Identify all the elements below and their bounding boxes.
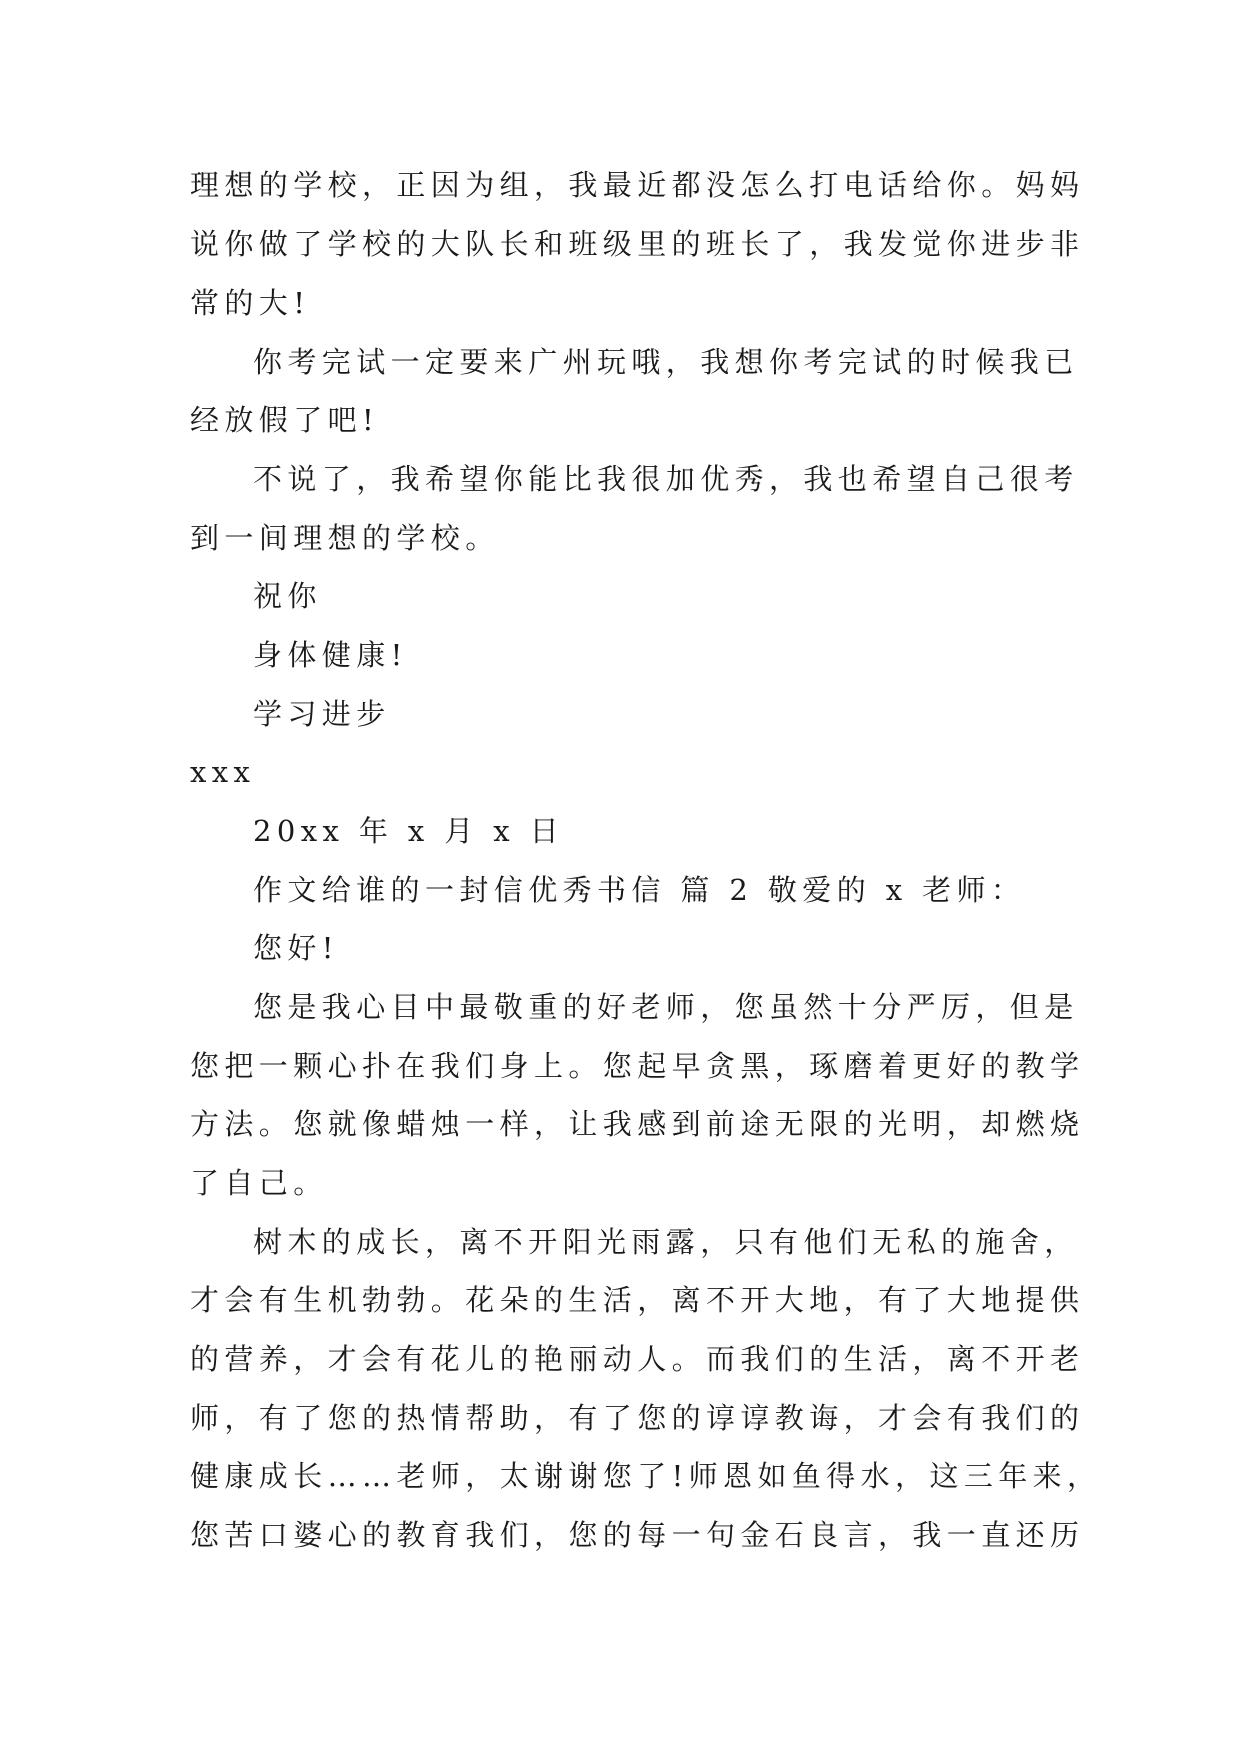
text-line: 的营养，才会有花儿的艳丽动人。而我们的生活，离不开老 (190, 1342, 1085, 1376)
closing-line: 祝你 (253, 579, 322, 613)
text-line: 才会有生机勃勃。花朵的生活，离不开大地，有了大地提供 (190, 1283, 1085, 1317)
text-line: 了自己。 (190, 1166, 328, 1200)
text-line: 师，有了您的热情帮助，有了您的谆谆教诲，才会有我们的 (190, 1401, 1085, 1435)
text-line: 常的大! (190, 286, 311, 320)
text-line: 健康成长……老师，太谢谢您了!师恩如鱼得水，这三年来， (190, 1459, 1102, 1493)
paragraph-start: 不说了，我希望你能比我很加优秀，我也希望自己很考 (253, 462, 1079, 496)
date-line: 20xx 年 x 月 x 日 (253, 814, 565, 848)
text-line: 说你做了学校的大队长和班级里的班长了，我发觉你进步非 (190, 227, 1085, 261)
greeting: 您好! (253, 931, 339, 965)
text-line: 您苦口婆心的教育我们，您的每一句金石良言，我一直还历 (190, 1518, 1085, 1552)
text-line: 您把一颗心扑在我们身上。您起早贪黑，琢磨着更好的教学 (190, 1049, 1085, 1083)
section-heading: 作文给谁的一封信优秀书信 篇 2 敬爱的 x 老师： (253, 873, 1026, 907)
paragraph-start: 树木的成长，离不开阳光雨露，只有他们无私的施舍， (253, 1225, 1079, 1259)
paragraph-start: 您是我心目中最敬重的好老师，您虽然十分严厉，但是 (253, 990, 1079, 1024)
closing-line: 身体健康! (253, 638, 408, 672)
text-line: 到一间理想的学校。 (190, 521, 500, 555)
text-line: 理想的学校，正因为组，我最近都没怎么打电话给你。妈妈 (190, 168, 1085, 202)
text-line: 经放假了吧! (190, 403, 380, 437)
closing-line: 学习进步 (253, 697, 391, 731)
paragraph-start: 你考完试一定要来广州玩哦，我想你考完试的时候我已 (253, 345, 1079, 379)
text-line: 方法。您就像蜡烛一样，让我感到前途无限的光明，却燃烧 (190, 1107, 1085, 1141)
signature: xxx (190, 755, 256, 789)
